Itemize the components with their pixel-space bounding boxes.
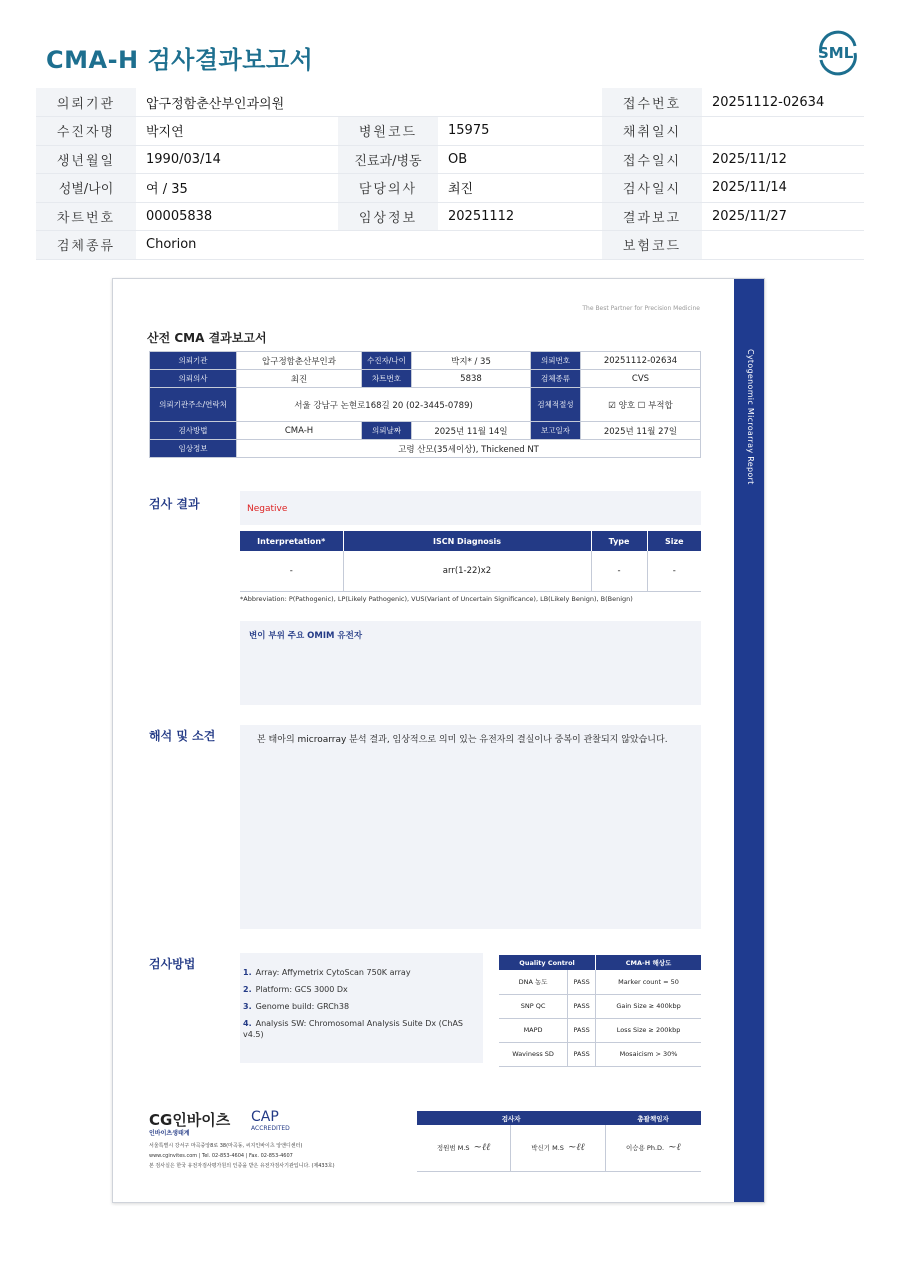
result-heading: 검사 결과 [149, 497, 200, 511]
label-tested: 검사일시 [602, 174, 702, 203]
cell: - [591, 551, 647, 591]
report-image [112, 278, 765, 1203]
value-doctor: 최진 [438, 174, 602, 203]
cell: 검체적절성 [531, 388, 581, 422]
list-item: 2. Platform: GCS 3000 Dx [243, 985, 348, 994]
value-collected [702, 117, 864, 146]
report-title: 산전 CMA 결과보고서 [147, 331, 267, 345]
cell: 수진자/나이 [362, 352, 412, 370]
method-heading: 검사방법 [149, 957, 196, 971]
signer: 정원범 M.S ~ℓℓ [417, 1125, 511, 1171]
table-row [417, 1125, 701, 1171]
col-director: 총괄책임자 [605, 1111, 701, 1125]
cell: 압구정함춘산부인과 [237, 352, 362, 370]
signer: 박신기 M.S ~ℓℓ [511, 1125, 606, 1171]
signature-icon: ~ℓ [668, 1142, 681, 1154]
col-iscn: ISCN Diagnosis [343, 531, 591, 551]
signature-table [417, 1111, 701, 1172]
value-chart-no: 00005838 [136, 202, 338, 231]
cell: 5838 [412, 370, 531, 388]
value-hospital-code: 15975 [438, 117, 602, 146]
value-institution: 압구정함춘산부인과의원 [136, 88, 602, 117]
omim-heading: 변이 부위 주요 OMIM 유전자 [249, 631, 363, 641]
label-dob: 생년월일 [36, 145, 136, 174]
cell: 2025년 11월 27일 [581, 422, 701, 440]
list-item: 1. Array: Affymetrix CytoScan 750K array [243, 968, 411, 977]
table-row [36, 174, 864, 203]
table-row [240, 531, 701, 551]
report-info-table [149, 351, 701, 458]
cell: 보고일자 [531, 422, 581, 440]
side-title: Cytogenomic Microarray Report [746, 349, 755, 485]
table-row [36, 231, 864, 260]
partner-tagline: The Best Partner for Precision Medicine [582, 305, 700, 312]
value-insurance [702, 231, 864, 260]
cell: ☑ 양호 ☐ 부적합 [581, 388, 701, 422]
cell: 의뢰날짜 [362, 422, 412, 440]
page-title: CMA-H 검사결과보고서 [46, 46, 314, 74]
table-row [36, 145, 864, 174]
method-list [243, 967, 473, 1046]
label-collected: 채취일시 [602, 117, 702, 146]
result-value: Negative [247, 504, 288, 514]
signer: 이승용 Ph.D. ~ℓ [605, 1125, 701, 1171]
result-box [240, 491, 701, 525]
cap-logo: CAP [251, 1109, 279, 1125]
table-row: MAPD PASS Loss Size ≥ 200kbp [499, 1018, 701, 1042]
cell: 박지* / 35 [412, 352, 531, 370]
abbreviation-note: *Abbreviation: P(Pathogenic), LP(Likely Pathogenic), VUS(Variant of Uncertain Significance), LB(Likely Benign), B(Benign) [240, 595, 633, 603]
label-sex-age: 성별/나이 [36, 174, 136, 203]
col-qc: Quality Control [499, 955, 596, 970]
table-row [150, 352, 701, 370]
table-row [36, 117, 864, 146]
value-received: 2025/11/12 [702, 145, 864, 174]
table-row: DNA 농도 PASS Marker count = 50 [499, 970, 701, 994]
report-sidebar [734, 279, 764, 1202]
list-item: 3. Genome build: GRCh38 [243, 1002, 350, 1011]
col-resolution: CMA-H 해상도 [596, 955, 701, 970]
patient-info-table [36, 88, 864, 260]
table-row: Waviness SD PASS Mosaicism > 30% [499, 1042, 701, 1066]
cell: 20251112-02634 [581, 352, 701, 370]
table-row [240, 551, 701, 591]
value-receipt-no: 20251112-02634 [702, 88, 864, 117]
value-patient: 박지연 [136, 117, 338, 146]
label-institution: 의뢰기관 [36, 88, 136, 117]
cell: 2025년 11월 14일 [412, 422, 531, 440]
cell: 고령 산모(35세이상), Thickened NT [237, 440, 701, 458]
label-receipt-no: 접수번호 [602, 88, 702, 117]
label-hospital-code: 병원코드 [338, 117, 438, 146]
interpretation-text: 본 태아의 microarray 분석 결과, 임상적으로 의미 있는 유전자의 결실이나 중복이 관찰되지 않았습니다. [257, 735, 668, 745]
col-interpretation: Interpretation* [240, 531, 343, 551]
col-type: Type [591, 531, 647, 551]
value-dept: OB [438, 145, 602, 174]
list-item: 4. Analysis SW: Chromosomal Analysis Suite Dx (ChAS v4.5) [243, 1019, 463, 1039]
result-table [240, 531, 701, 592]
cell: 서울 강남구 논현로168길 20 (02-3445-0789) [237, 388, 531, 422]
label-patient: 수진자명 [36, 117, 136, 146]
cell: arr(1-22)x2 [343, 551, 591, 591]
value-sex-age: 여 / 35 [136, 174, 338, 203]
cell: CMA-H [237, 422, 362, 440]
cap-sub: ACCREDITED [251, 1125, 290, 1132]
label-insurance: 보험코드 [602, 231, 702, 260]
cell: - [240, 551, 343, 591]
value-dob: 1990/03/14 [136, 145, 338, 174]
label-received: 접수일시 [602, 145, 702, 174]
cell: CVS [581, 370, 701, 388]
table-row [150, 422, 701, 440]
label-reported: 결과보고 [602, 202, 702, 231]
label-clinical: 임상정보 [338, 202, 438, 231]
value-reported: 2025/11/27 [702, 202, 864, 231]
value-specimen: Chorion [136, 231, 602, 260]
company-logo: CG인바이츠 [149, 1111, 231, 1129]
table-row: SNP QC PASS Gain Size ≥ 400kbp [499, 994, 701, 1018]
cell: 검사방법 [150, 422, 237, 440]
col-size: Size [647, 531, 701, 551]
table-row [150, 440, 701, 458]
cell: 차트번호 [362, 370, 412, 388]
table-row [150, 388, 701, 422]
cell: 최진 [237, 370, 362, 388]
cell: 검체종류 [531, 370, 581, 388]
label-doctor: 담당의사 [338, 174, 438, 203]
table-row [36, 88, 864, 117]
qc-table [499, 955, 701, 1067]
sml-logo-text: SML [818, 44, 854, 62]
table-row [417, 1111, 701, 1125]
cell: 의뢰의사 [150, 370, 237, 388]
label-specimen: 검체종류 [36, 231, 136, 260]
cell: 임상정보 [150, 440, 237, 458]
label-chart-no: 차트번호 [36, 202, 136, 231]
label-dept: 진료과/병동 [338, 145, 438, 174]
cell: 의뢰기관 [150, 352, 237, 370]
cell: - [647, 551, 701, 591]
value-tested: 2025/11/14 [702, 174, 864, 203]
table-row [150, 370, 701, 388]
signature-icon: ~ℓℓ [567, 1142, 585, 1154]
table-row [499, 955, 701, 970]
interpretation-box [240, 725, 701, 929]
value-clinical: 20251112 [438, 202, 602, 231]
cell: 의뢰번호 [531, 352, 581, 370]
table-row [36, 202, 864, 231]
company-sub: 인바이츠생태계 [149, 1130, 190, 1137]
cell: 의뢰기관주소/연락처 [150, 388, 237, 422]
interpretation-heading: 해석 및 소견 [149, 729, 216, 743]
company-address: 서울특별시 강서구 마곡중앙8로 38(마곡동, 씨지인바이츠 앙앤디센터) www.cginvites.com | Tel. 02-853-4604 | Fax. 02-853-4607 본 검사실은 한국 유전자검사평가원의 인증을 받은 유전자검사기관입니다. (제433호) [149, 1143, 335, 1169]
signature-icon: ~ℓℓ [473, 1142, 491, 1154]
col-examiner: 검사자 [417, 1111, 605, 1125]
